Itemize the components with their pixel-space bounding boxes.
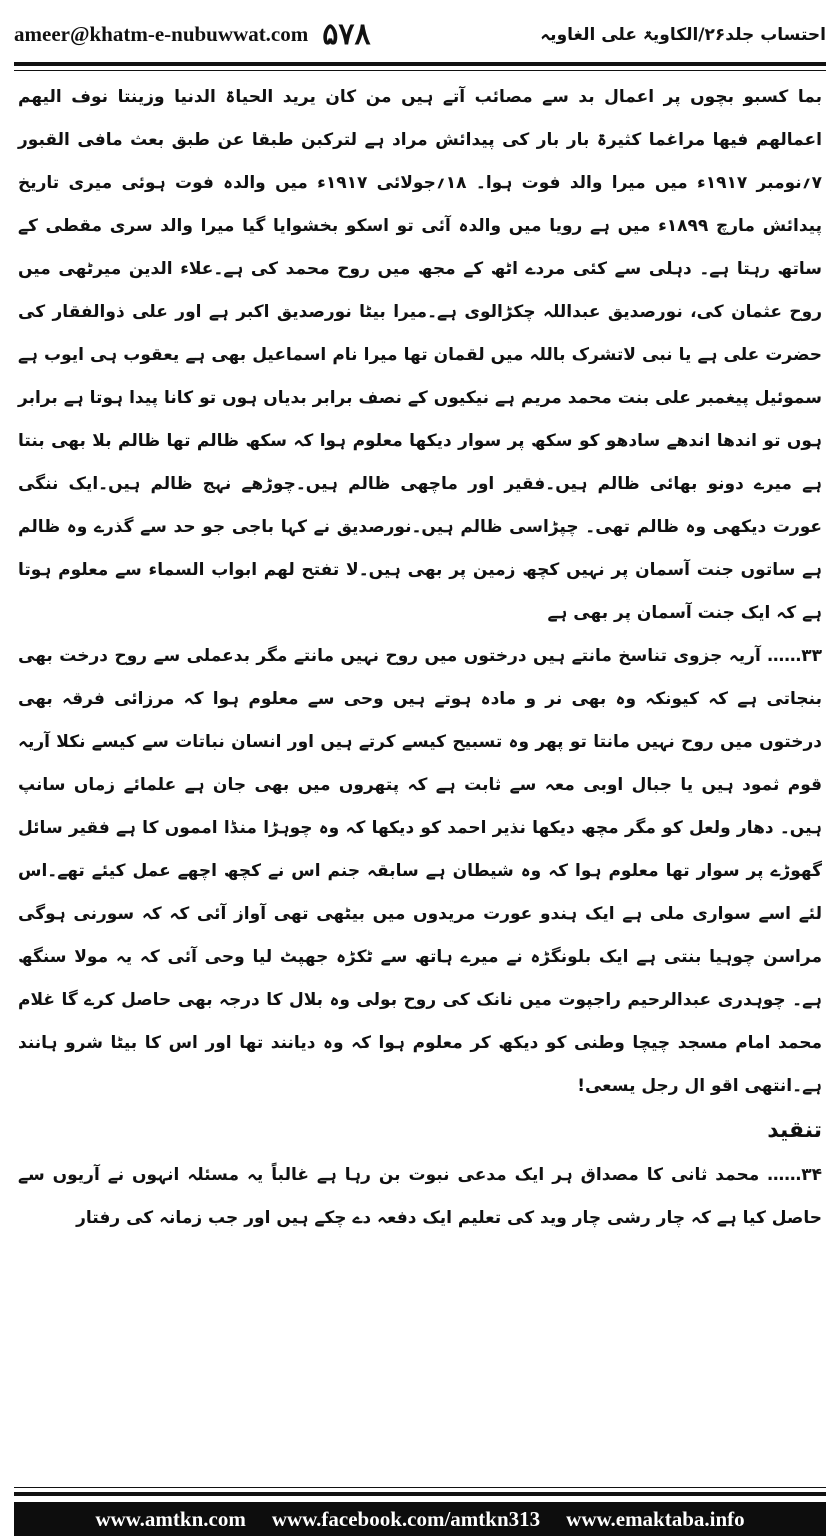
footer-link-amtkn[interactable]: www.amtkn.com bbox=[95, 1506, 246, 1531]
page-number: ۵۷۸ bbox=[322, 16, 371, 52]
header-rule-thin bbox=[14, 70, 826, 71]
page-body bbox=[18, 76, 822, 1240]
footer-bar bbox=[14, 1502, 826, 1536]
footer-link-facebook[interactable]: www.facebook.com/amtkn313 bbox=[271, 1506, 541, 1531]
header-email: ameer@khatm-e-nubuwwat.com bbox=[14, 21, 309, 46]
body-paragraph-2: ۳۳…… آریہ جزوی تناسخ مانتے ہیں درختوں میں روح نہیں مانتے مگر بدعملی سے روح درخت بھی بنجاتی ہے کہ کیونکہ وہ بھی نر و مادہ ہوتے ہیں وحی سے معلوم ہوا کہ مرزائی فرقہ بھی درختوں میں روح نہیں مانتا تو پھر وہ تسبیح کیسے کرتے ہیں اور انسان نباتات سے کیسے نکلا آریہ قوم ثمود ہیں یا جبال اوبی معہ سے ثابت ہے کہ پتھروں میں بھی جان ہے علمائے زماں سانپ ہیں۔ دھار ولعل کو مگر مچھ دیکھا نذیر احمد کو دیکھا کہ وہ چوہڑا منڈا امموں کا ہے فقیر سائل گھوڑے پر سوار تھا معلوم ہوا کہ وہ شیطان ہے سابقہ جنم اس نے کچھ اچھے عمل کیئے تھے۔اس لئے اسے سواری ملی ہے ایک ہندو عورت مریدوں میں بیٹھی تھی آواز آئی کہ کہ سورنی ہوگی مراسن چوہیا بنتی ہے ایک بلونگڑہ نے میرے ہاتھ سے ٹکڑہ جھپٹ لیا وحی آئی کہ یہ مولا سنگھ ہے۔ چوہدری عبدالرحیم راجپوت میں نانک کی روح بولی وہ بلال کا درجہ بھی حاصل کرے گا غلام محمد امام مسجد چیچا وطنی کو دیکھ کر معلوم ہوا کہ وہ دیانند تھا اور اس کا بیٹا شرو ہانند ہے۔انتھی اقو ال رجل یسعی! bbox=[18, 646, 822, 1096]
section-heading: تنقید bbox=[767, 1118, 822, 1143]
footer-link-emaktaba[interactable]: www.emaktaba.info bbox=[566, 1506, 745, 1531]
footer-rule-thin bbox=[14, 1487, 826, 1488]
page-header bbox=[14, 8, 826, 60]
header-rule-thick bbox=[14, 62, 826, 66]
header-left bbox=[14, 17, 371, 52]
body-paragraph-1: بما کسبو بچوں پر اعمال بد سے مصائب آتے ہیں من کان یرید الحیاۃ الدنیا وزینتا نوف الیھم اعمالھم فیھا مراغما کثیرۃ بار بار کی پیدائش مراد ہے لترکبن طبقا عن طبق بعث مافی القبور ۷؍نومبر ۱۹۱۷ء میں میرا والد فوت ہوا۔ ۱۸؍جولائی ۱۹۱۷ء میں والدہ فوت ہوئی میری تاریخ پیدائش مارچ ۱۸۹۹ء میں ہے رویا میں والدہ آئی تو اسکو بخشوایا گیا میرا والد سری مقطی کے ساتھ رہتا ہے۔ دہلی سے کئی مردے اٹھ کے مجھ میں روح محمد کی ہے۔علاء الدین میرٹھی میں روح عثمان کی، نورصدیق عبداللہ چکڑالوی ہے۔میرا بیٹا نورصدیق اکبر ہے اور علی ذوالفقار کی حضرت علی ہے یا نبی لاتشرک باللہ میں لقمان تھا میرا نام اسماعیل بھی ہے یعقوب ہی ایوب ہے سموئیل پیغمبر علی بنت محمد مریم ہے نیکیوں کے نصف برابر بدیاں ہوں تو کانا پیدا ہوتا ہے برابر ہوں تو اندھا اندھے سادھو کو سکھ پر سوار دیکھا معلوم ہوا کہ سکھ ظالم تھا ظالم بلا بھی بنتا ہے میرے دونو بھائی ظالم ہیں۔فقیر اور ماچھی ظالم ہیں۔چوڑھے نہج ظالم ہیں۔ایک ننگی عورت دیکھی وہ ظالم تھی۔ چپڑاسی ظالم ہیں۔نورصدیق نے کہا باجی جو حد سے گذرے وہ ظالم ہے ساتوں جنت آسمان پر نہیں کچھ زمین پر بھی ہیں۔لا تفتح لھم ابواب السماء سے معلوم ہوتا ہے کہ ایک جنت آسمان پر بھی ہے bbox=[18, 87, 822, 623]
book-title: احتساب جلد۲۶/الکاویۃ علی الغاویہ bbox=[540, 24, 826, 45]
footer-rule-thick bbox=[14, 1492, 826, 1496]
body-paragraph-3: ۳۴…… محمد ثانی کا مصداق ہر ایک مدعی نبوت بن رہا ہے غالباً یہ مسئلہ انہوں نے آریوں سے حاصل کیا ہے کہ چار رشی چار وید کی تعلیم ایک دفعہ دے چکے ہیں اور جب زمانہ کی رفتار bbox=[18, 1165, 822, 1228]
